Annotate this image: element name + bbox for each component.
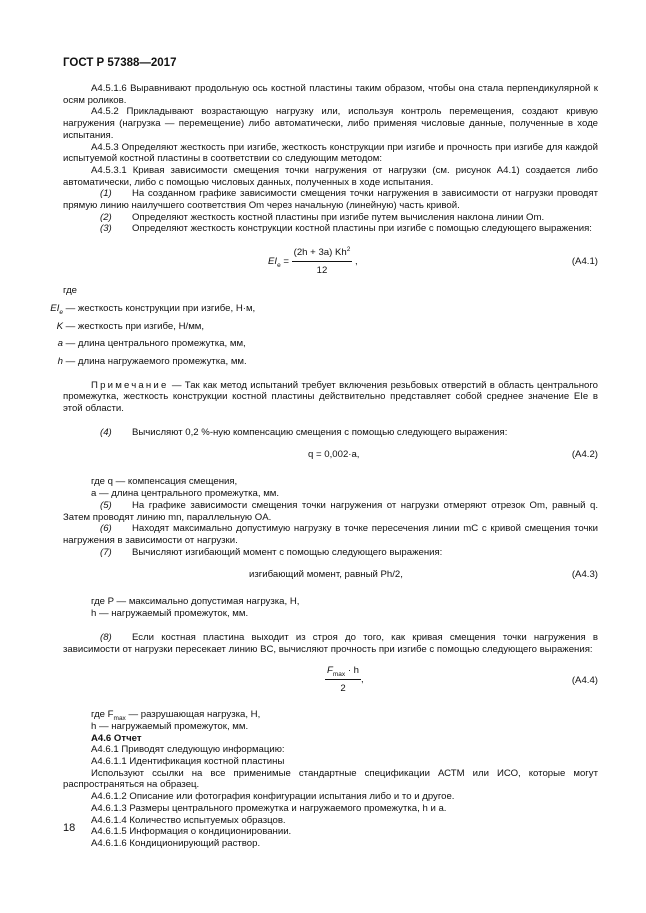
step-item: (8) Если костная пластина выходит из строя до того, как кривая смещения точки нагружения в зависимости от нагрузки пересекает линию BC, вычисляют прочность при изгибе с помощью следующего выражения: [63,631,598,655]
paragraph: А4.6.1.2 Описание или фотография конфигурации испытания либо и то и другое. [91,791,455,803]
paragraph: А4.6.1.4 Количество испытуемых образцов. [91,814,286,826]
paragraph: А4.5.3 Определяют жесткость при изгибе, жесткость конструкции при изгибе и прочность при изгибе для каждой испытуемой костной пластины в соответствии со следующим методом: [63,141,598,165]
paragraph: А4.5.1.6 Выравнивают продольную ось костной пластины таким образом, чтобы она стала перпендикулярной к осям роликов. [63,83,598,106]
formula-number: (А4.4) [571,675,598,687]
paragraph: А4.6.1.3 Размеры центрального промежутка и нагружаемого промежутка, h и a. [91,802,447,814]
formula-a4-2: q = 0,002·a, (А4.2) [308,449,598,461]
step-item: (6) Находят максимально допустимую нагрузку в точке пересечения линии mC с кривой смещения точки нагружения в зависимости от нагрузки. [63,523,598,546]
page-number: 18 [63,822,76,834]
paragraph: Используют ссылки на все применимые стандартные спецификации АСТМ или ИСО, которые могут распространяться на образец. [63,767,598,791]
document-header: ГОСТ Р 57388—2017 [63,57,177,69]
formula-a4-1: $EI_e$ = $\frac{(2h + 3a) Kh^2}{12}$ , (А4.1) [268,245,598,276]
step-item: (1) На созданном графике зависимости смещения точки нагружения в зависимости от нагрузки проводят прямую линию наилучшего соответствия Om через начальную (линейную) часть кривой. [63,188,598,212]
step-item: (5) На графике зависимости смещения точки нагружения от нагрузки отмеряют отрезок Om, равный q. Затем проводят линию mn, параллельную OA. [63,499,598,523]
paragraph: А4.6.1.5 Информация о кондиционировании. [91,826,292,838]
formula-number: (А4.1) [571,256,598,268]
formula-a4-4: $\frac{F_{max} \cdot h}{2}$ , (А4.4) [327,665,598,694]
note-paragraph: Примечание — Так как метод испытаний требует включения резьбовых отверстий в область центрального промежутка, жесткость конструкции костной пластины действительно представляет собой среднее значение EIe в этой области. [63,379,598,415]
where-label: где [63,285,78,297]
paragraph: А4.6.1 Приводят следующую информацию: [91,744,285,756]
definition-item: K — жесткость при изгибе, Н/мм, [56,320,205,332]
where-item: где $F_{max}$ — разрушающая нагрузка, Н, [91,709,261,723]
definition-item: h — длина нагружаемого промежутка, мм. [57,355,247,367]
paragraph: А4.5.3.1 Кривая зависимости смещения точки нагружения от нагрузки (см. рисунок А4.1) создается либо автоматически, либо с помощью числовых данных, полученных в ходе испытания. [63,164,598,188]
paragraph: А4.6.1.1 Идентификация костной пластины [91,756,285,768]
step-item: (2) Определяют жесткость костной пластины при изгибе путем вычисления наклона линии Om. [100,211,545,223]
section-heading: А4.6 Отчет [91,732,142,744]
document-body [50,83,598,850]
formula-number: (А4.2) [571,449,598,461]
paragraph: А4.5.2 Прикладывают возрастающую нагрузку или, используя контроль перемещения, создают кривую нагружения (нагрузка — перемещение) либо автоматически, либо применяя числовые данные, полученные в ходе испытания. [63,106,598,141]
step-item: (7) Вычисляют изгибающий момент с помощью следующего выражения: [100,546,443,558]
where-item: h — нагружаемый промежуток, мм. [91,608,249,620]
where-item: a — длина центрального промежутка, мм. [91,488,280,500]
definition-item: $EI_e$ — жесткость конструкции при изгибе, Н·м, [50,302,256,316]
where-item: где P — максимально допустимая нагрузка, Н, [91,596,300,608]
step-item: (4) Вычисляют 0,2 %-ную компенсацию смещения с помощью следующего выражения: [100,426,508,438]
formula-number: (А4.3) [571,569,598,581]
definition-item: a — длина центрального промежутка, мм, [57,338,246,350]
where-item: h — нагружаемый промежуток, мм. [91,720,249,732]
paragraph: А4.6.1.6 Кондиционирующий раствор. [91,837,261,849]
step-item: (3) Определяют жесткость конструкции костной пластины при изгибе с помощью следующего выражения: [100,223,592,235]
where-item: где q — компенсация смещения, [91,476,238,488]
formula-a4-3: изгибающий момент, равный Ph/2, (А4.3) [249,569,598,581]
